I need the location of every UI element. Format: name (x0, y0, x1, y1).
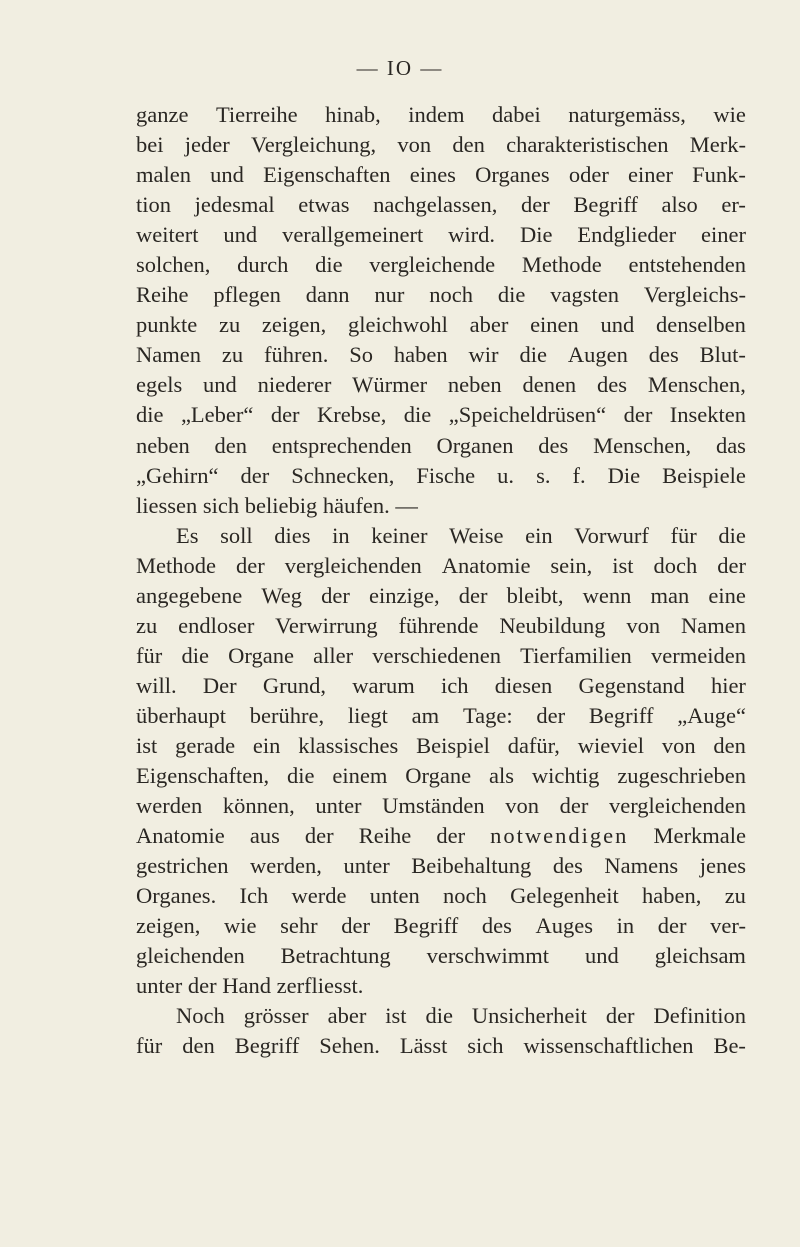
text-line: punkte zu zeigen, gleichwohl aber einen und denselben (136, 312, 746, 338)
text-line: Noch grösser aber ist die Unsicherheit der Definition (176, 1003, 746, 1029)
text-line: gestrichen werden, unter Beibehaltung des Namens jenes (136, 853, 746, 879)
text-line: Organes. Ich werde unten noch Gelegenheit haben, zu (136, 883, 746, 909)
text-line: Namen zu führen. So haben wir die Augen des Blut- (136, 342, 746, 368)
text-line: weitert und verallgemeinert wird. Die Endglieder einer (136, 222, 746, 248)
text-line: „Gehirn“ der Schnecken, Fische u. s. f. Die Beispiele (136, 462, 746, 488)
text-line: angegebene Weg der einzige, der bleibt, wenn man eine (136, 582, 746, 608)
text-line: gleichenden Betrachtung verschwimmt und gleichsam (136, 943, 746, 969)
text-line: egels und niederer Würmer neben denen des Menschen, (136, 372, 746, 398)
text-line: Es soll dies in keiner Weise ein Vorwurf für die (176, 522, 746, 548)
text-line: ist gerade ein klassisches Beispiel dafür, wieviel von den (136, 732, 746, 758)
text-line: tion jedesmal etwas nachgelassen, der Begriff also er- (136, 192, 746, 218)
text-line: unter der Hand zerfliesst. (136, 973, 364, 999)
text-line: Methode der vergleichenden Anatomie sein, ist doch der (136, 552, 746, 578)
text-line: neben den entsprechenden Organen des Menschen, das (136, 432, 746, 458)
page-number-header: — IO — (356, 56, 444, 80)
text-line: die „Leber“ der Krebse, die „Speicheldrüsen“ der Insekten (136, 402, 746, 428)
text-line: liessen sich beliebig häufen. — (136, 492, 418, 518)
text-line: zu endloser Verwirrung führende Neubildung von Namen (136, 612, 746, 638)
text-line: für den Begriff Sehen. Lässt sich wissenschaftlichen Be- (136, 1033, 746, 1059)
text-line: Anatomie aus der Reihe der notwendigen Merkmale (136, 823, 746, 849)
text-line: Reihe pflegen dann nur noch die vagsten Vergleichs- (136, 282, 746, 308)
text-line: werden können, unter Umständen von der vergleichenden (136, 793, 746, 819)
body-text (136, 100, 746, 1062)
text-line: für die Organe aller verschiedenen Tierfamilien vermeiden (136, 642, 746, 668)
text-line: überhaupt berühre, liegt am Tage: der Begriff „Auge“ (136, 702, 746, 728)
text-line: solchen, durch die vergleichende Methode entstehenden (136, 252, 746, 278)
text-line: zeigen, wie sehr der Begriff des Auges in der ver- (136, 913, 746, 939)
text-line: ganze Tierreihe hinab, indem dabei naturgemäss, wie (136, 102, 746, 127)
text-line: bei jeder Vergleichung, von den charakteristischen Merk- (136, 132, 746, 158)
text-line: Eigenschaften, die einem Organe als wichtig zugeschrieben (136, 763, 746, 789)
text-line: will. Der Grund, warum ich diesen Gegenstand hier (136, 672, 746, 698)
text-line: malen und Eigenschaften eines Organes oder einer Funk- (136, 162, 746, 188)
